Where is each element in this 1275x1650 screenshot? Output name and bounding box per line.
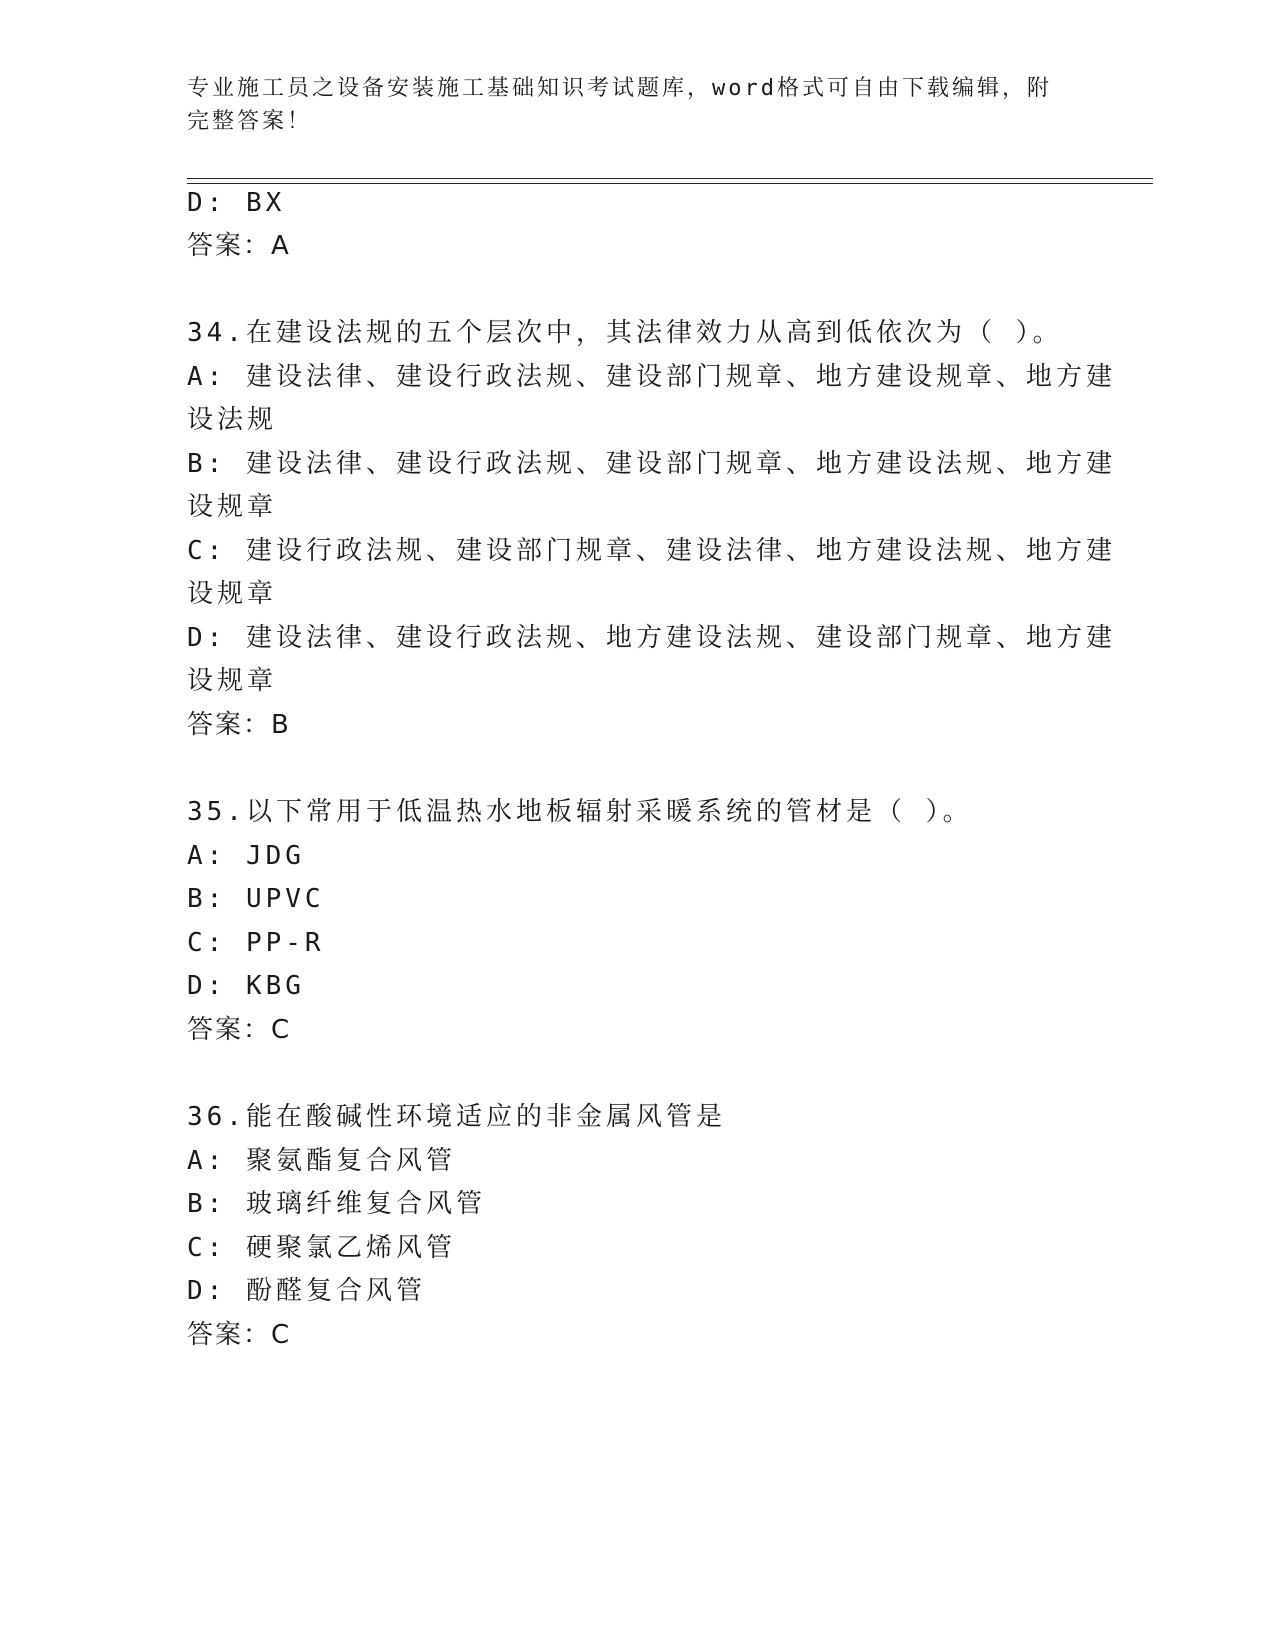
- q35-option-d: D: KBG: [187, 971, 305, 1001]
- q36-option-c: C: 硬聚氯乙烯风管: [187, 1233, 456, 1263]
- q34-option-b-cont: 设规章: [187, 492, 278, 522]
- q35-option-c: C: PP-R: [187, 928, 325, 958]
- q36-option-d: D: 酚醛复合风管: [187, 1276, 426, 1306]
- q35-option-b: B: UPVC: [187, 884, 325, 914]
- q36-question: 36.能在酸碱性环境适应的非金属风管是: [187, 1102, 726, 1132]
- q34-option-d: D: 建设法律、建设行政法规、地方建设法规、建设部门规章、地方建: [187, 623, 1116, 653]
- document-header: 专业施工员之设备安装施工基础知识考试题库，word格式可自由下载编辑，附完整答案！: [187, 76, 1052, 134]
- header-divider-top: [187, 178, 1153, 179]
- q34-question: 34.在建设法规的五个层次中，其法律效力从高到低依次为（ ）。: [187, 318, 1063, 348]
- prev-answer: 答案：A: [187, 231, 291, 261]
- q34-option-c-cont: 设规章: [187, 579, 278, 609]
- q34-answer: 答案：B: [187, 710, 291, 740]
- q36-option-a: A: 聚氨酯复合风管: [187, 1146, 456, 1176]
- q34-option-a: A: 建设法律、建设行政法规、建设部门规章、地方建设规章、地方建: [187, 362, 1116, 392]
- q34-option-a-cont: 设法规: [187, 405, 278, 435]
- prev-option-d: D: BX: [187, 188, 286, 218]
- q36-answer: 答案：C: [187, 1320, 292, 1350]
- q35-question: 35.以下常用于低温热水地板辐射采暖系统的管材是（ ）。: [187, 797, 973, 827]
- q34-option-b: B: 建设法律、建设行政法规、建设部门规章、地方建设法规、地方建: [187, 449, 1116, 479]
- q36-option-b: B: 玻璃纤维复合风管: [187, 1189, 486, 1219]
- q35-answer: 答案：C: [187, 1015, 292, 1045]
- q35-option-a: A: JDG: [187, 841, 305, 871]
- q34-option-d-cont: 设规章: [187, 666, 278, 696]
- q34-option-c: C: 建设行政法规、建设部门规章、建设法律、地方建设法规、地方建: [187, 536, 1116, 566]
- header-divider-bottom: [187, 183, 1153, 184]
